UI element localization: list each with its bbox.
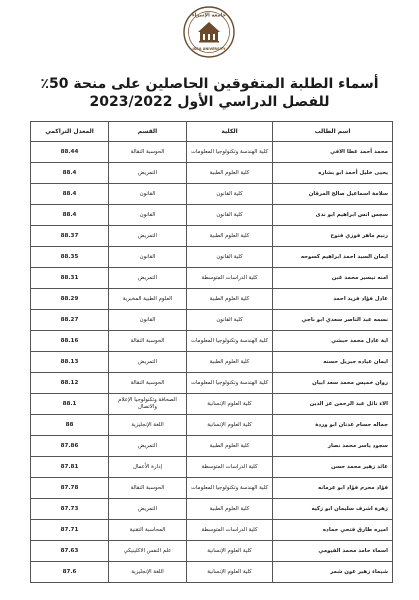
table-row <box>31 331 393 352</box>
college-cell: كلية العلوم الإنسانية <box>187 562 273 583</box>
gpa-cell: 88.27 <box>31 310 109 331</box>
college-cell: كلية الدراسات المتوسطة <box>187 457 273 478</box>
table-row <box>31 415 393 436</box>
table-row <box>31 184 393 205</box>
gpa-cell: 88.12 <box>31 373 109 394</box>
department-cell: القانون <box>109 247 187 268</box>
college-cell: كلية العلوم الطبية <box>187 352 273 373</box>
table-row <box>31 310 393 331</box>
department-cell: القانون <box>109 184 187 205</box>
college-cell: كلية الهندسة وتكنولوجيا المعلومات <box>187 142 273 163</box>
gpa-cell: 87.78 <box>31 478 109 499</box>
gpa-cell: 88.16 <box>31 331 109 352</box>
college-cell: كلية القانون <box>187 205 273 226</box>
table-row <box>31 289 393 310</box>
gpa-cell: 88.37 <box>31 226 109 247</box>
college-cell: كلية العلوم الطبية <box>187 163 273 184</box>
table-row <box>31 142 393 163</box>
college-cell: كلية الهندسة وتكنولوجيا المعلومات <box>187 478 273 499</box>
department-cell: التمريض <box>109 226 187 247</box>
department-cell: العلوم الطبية المخبرية <box>109 289 187 310</box>
table-row <box>31 163 393 184</box>
department-cell: إدارة الأعمال <box>109 457 187 478</box>
student-name-cell: عائد زهير محمد حسن <box>273 457 393 478</box>
college-cell: كلية العلوم الطبية <box>187 436 273 457</box>
gpa-cell: 88.35 <box>31 247 109 268</box>
department-cell: التمريض <box>109 352 187 373</box>
department-cell: التمريض <box>109 268 187 289</box>
logo-english-name: ISRA UNIVERSITY <box>192 47 226 51</box>
department-cell: الحوسبة النقالة <box>109 142 187 163</box>
department-cell: الحوسبة النقالة <box>109 478 187 499</box>
student-name-cell: ايمان السيد احمد ابراهيم كسوحه <box>273 247 393 268</box>
department-cell: الحوسبة النقالة <box>109 331 187 352</box>
student-name-cell: سجس انس ابراهيم ابو ندى <box>273 205 393 226</box>
student-name-cell: سلامة اسماعيل صالح المرقان <box>273 184 393 205</box>
university-logo <box>183 6 235 58</box>
department-cell: الحوسبة النقالة <box>109 373 187 394</box>
table-row <box>31 205 393 226</box>
students-table-wrapper <box>30 121 392 583</box>
gpa-cell: 88.13 <box>31 352 109 373</box>
gpa-cell: 87.71 <box>31 520 109 541</box>
student-name-cell: شيماء زهير عون شمر <box>273 562 393 583</box>
student-name-cell: ايمان عياده جبريل حسنه <box>273 352 393 373</box>
department-cell: التمريض <box>109 436 187 457</box>
college-cell: كلية القانون <box>187 184 273 205</box>
student-name-cell: عادل فؤاد فريد احمد <box>273 289 393 310</box>
gpa-cell: 88.31 <box>31 268 109 289</box>
students-table <box>30 121 393 583</box>
college-cell: كلية القانون <box>187 247 273 268</box>
title-line-2: للفصل الدراسي الأول 2023/2022 <box>89 94 330 110</box>
table-row <box>31 373 393 394</box>
student-name-cell: فؤاد محرم فؤاد ابو عرمانه <box>273 478 393 499</box>
student-name-cell: سجود ياسر محمد نصار <box>273 436 393 457</box>
student-name-cell: نسمه عبد الناصر سعدي ابو ناجي <box>273 310 393 331</box>
department-cell: القانون <box>109 205 187 226</box>
gpa-cell: 88 <box>31 415 109 436</box>
table-body <box>31 142 393 583</box>
table-row <box>31 457 393 478</box>
gpa-cell: 88.4 <box>31 184 109 205</box>
student-name-cell: امنه تيسير محمد غبن <box>273 268 393 289</box>
student-name-cell: يحيى خليل أحمد ابو بشاره <box>273 163 393 184</box>
header-college: الكلية <box>187 122 273 142</box>
table-row <box>31 562 393 583</box>
department-cell: الصحافة وتكنولوجيا الإعلام والاتصال <box>109 394 187 415</box>
header-score: المعدل التراكمي <box>31 122 109 142</box>
department-cell: المحاسبة التقنية <box>109 520 187 541</box>
college-cell: كلية الدراسات المتوسطة <box>187 520 273 541</box>
student-name-cell: محمد أحمد عطا الافي <box>273 142 393 163</box>
header-name: اسم الطالب <box>273 122 393 142</box>
gpa-cell: 87.63 <box>31 541 109 562</box>
student-name-cell: اميره طارق فتحي حماده <box>273 520 393 541</box>
department-cell: علم النفس الاكلينيكي <box>109 541 187 562</box>
title-line-1: أسماء الطلبة المتفوقين الحاصلين على منحة 50٪ <box>40 76 379 92</box>
table-row <box>31 247 393 268</box>
department-cell: القانون <box>109 310 187 331</box>
college-cell: كلية العلوم الطبية <box>187 499 273 520</box>
table-row <box>31 541 393 562</box>
gpa-cell: 88.4 <box>31 205 109 226</box>
department-cell: اللغة الإنجليزية <box>109 562 187 583</box>
table-row <box>31 352 393 373</box>
department-cell: اللغة الإنجليزية <box>109 415 187 436</box>
table-row <box>31 394 393 415</box>
student-name-cell: اسماء حامد محمد الفيومي <box>273 541 393 562</box>
table-row <box>31 436 393 457</box>
student-name-cell: رنيم ماهر فوزي فتوح <box>273 226 393 247</box>
student-name-cell: الاء نائل عبد الرحمن عز الدين <box>273 394 393 415</box>
college-cell: كلية العلوم الإنسانية <box>187 415 273 436</box>
logo-arabic-name: جامعة الإسراء <box>192 12 226 19</box>
table-row <box>31 499 393 520</box>
gpa-cell: 87.73 <box>31 499 109 520</box>
college-cell: كلية العلوم الإنسانية <box>187 541 273 562</box>
header-dept: القسم <box>109 122 187 142</box>
gpa-cell: 87.6 <box>31 562 109 583</box>
table-row <box>31 478 393 499</box>
gpa-cell: 88.44 <box>31 142 109 163</box>
student-name-cell: جماله حسام عدنان ابو وردة <box>273 415 393 436</box>
student-name-cell: زهرة اشرف سليمان ابو زكيه <box>273 499 393 520</box>
gpa-cell: 87.81 <box>31 457 109 478</box>
college-cell: كلية القانون <box>187 310 273 331</box>
gpa-cell: 87.86 <box>31 436 109 457</box>
table-row <box>31 520 393 541</box>
department-cell: التمريض <box>109 163 187 184</box>
student-name-cell: اية عادل محمد حبشي <box>273 331 393 352</box>
college-cell: كلية العلوم الطبية <box>187 289 273 310</box>
gpa-cell: 88.1 <box>31 394 109 415</box>
student-name-cell: روان خميس محمد سعد ابيان <box>273 373 393 394</box>
page-title <box>20 75 399 111</box>
college-cell: كلية الدراسات المتوسطة <box>187 268 273 289</box>
table-row <box>31 268 393 289</box>
college-cell: كلية العلوم الإنسانية <box>187 394 273 415</box>
department-cell: التمريض <box>109 499 187 520</box>
college-cell: كلية الهندسة وتكنولوجيا المعلومات <box>187 331 273 352</box>
university-seal-icon <box>183 6 235 58</box>
gpa-cell: 88.4 <box>31 163 109 184</box>
table-header-row <box>31 122 393 142</box>
college-cell: كلية الهندسة وتكنولوجيا المعلومات <box>187 373 273 394</box>
table-row <box>31 226 393 247</box>
gpa-cell: 88.29 <box>31 289 109 310</box>
college-cell: كلية العلوم الطبية <box>187 226 273 247</box>
